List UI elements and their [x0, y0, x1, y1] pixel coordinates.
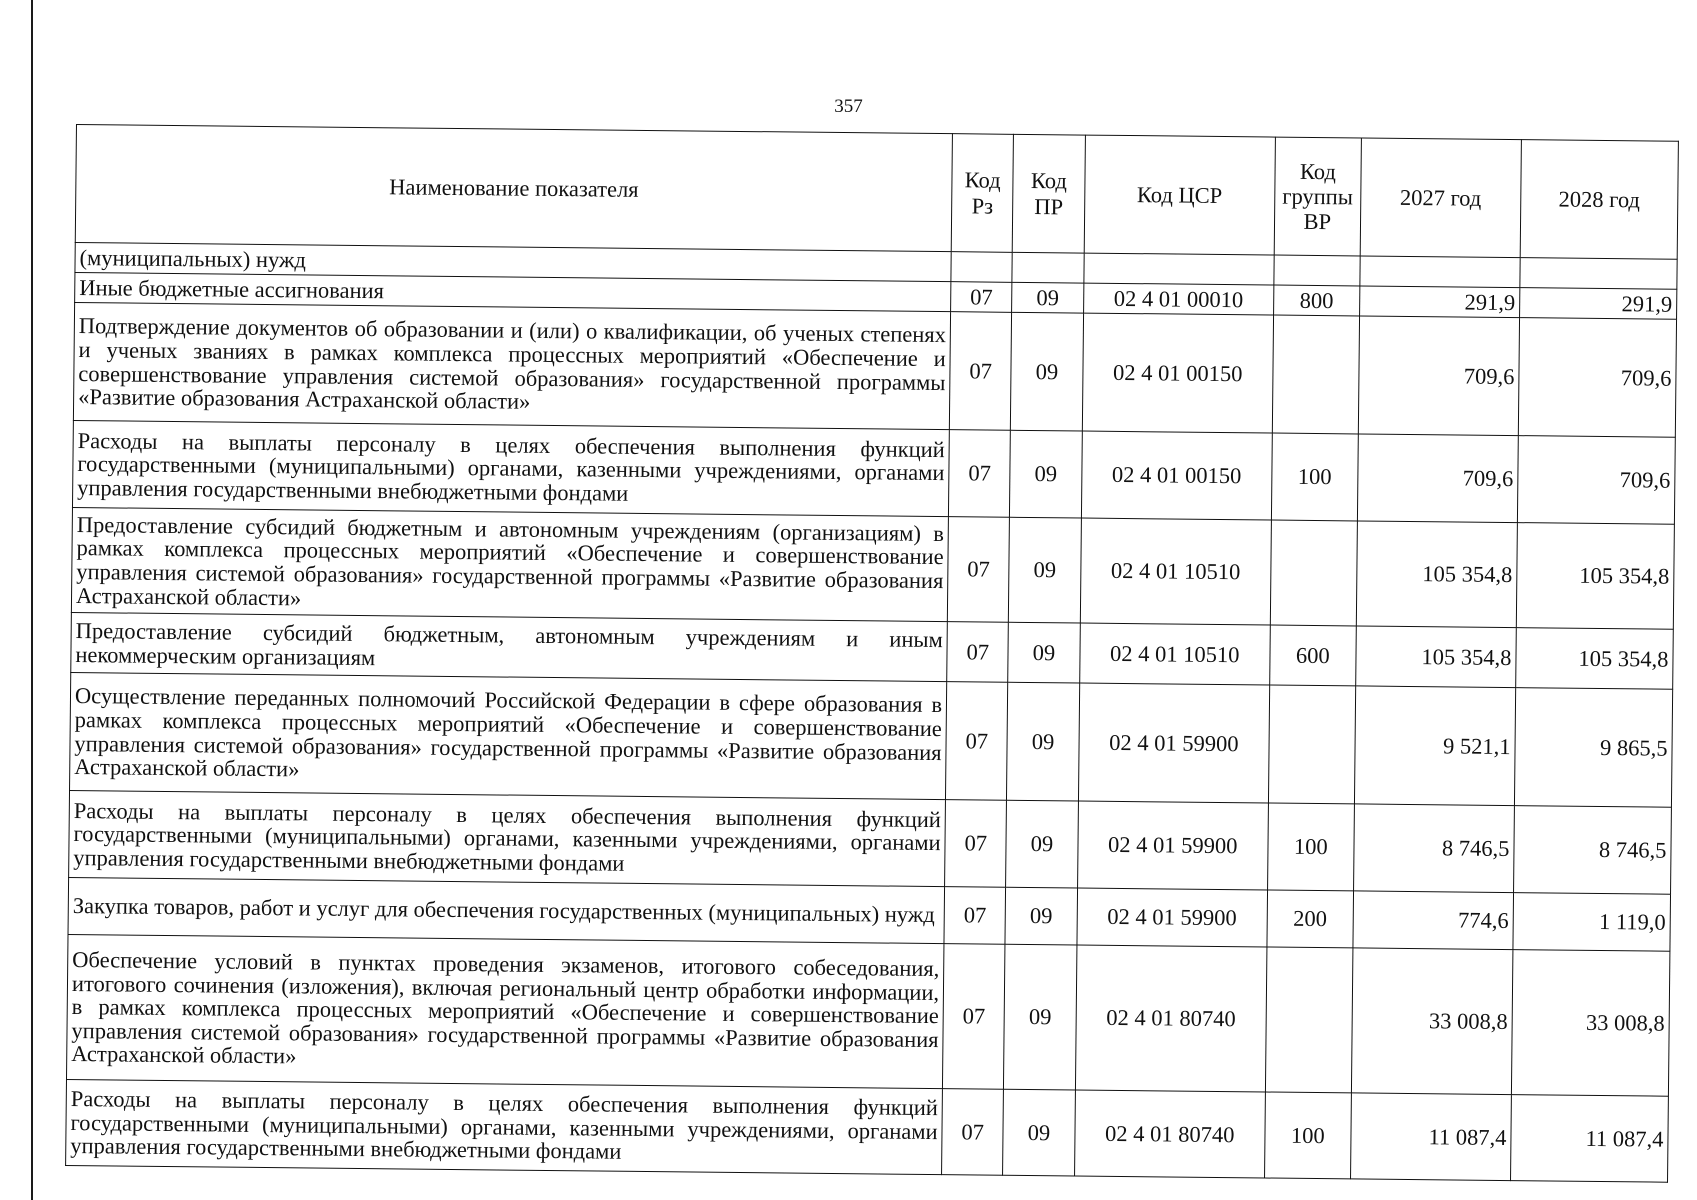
- row-csr: 02 4 01 80740: [1074, 1090, 1265, 1178]
- row-2027: 8 746,5: [1353, 804, 1514, 893]
- row-2028: 1 119,0: [1513, 893, 1671, 952]
- row-rz: 07: [951, 282, 1013, 313]
- row-2028: 291,9: [1520, 288, 1677, 320]
- row-2027: 709,6: [1357, 434, 1518, 523]
- row-name: (муниципальных) нужд: [75, 242, 951, 281]
- row-vr: 200: [1267, 890, 1353, 948]
- row-name: Осуществление переданных полномочий Российской Федерации в сфере образования в рамках комплекса процессных мероприятий «Обеспечение и совершенствование управления системой образования» государственной программы «Развитие образования Астраханской области»: [70, 672, 947, 799]
- row-rz: 07: [949, 312, 1011, 431]
- row-pr: 09: [1007, 682, 1079, 801]
- row-rz: [951, 252, 1013, 283]
- row-pr: 09: [1009, 517, 1081, 623]
- row-name: Обеспечение условий в пунктах проведения экзаменов, итогового собеседования, итогового сочинения (изложения), включая региональный центр обработки информации, в рамках комплекса процессных мероприятий «Обеспечение и совершенствование управления системой образования» государственной программы «Развитие образования Астраханской области»: [66, 934, 944, 1088]
- budget-table: [65, 124, 1679, 1183]
- row-vr: [1272, 315, 1359, 434]
- row-2027: 11 087,4: [1350, 1093, 1511, 1181]
- row-2028: 33 008,8: [1511, 950, 1670, 1097]
- table-row: [72, 420, 1675, 524]
- row-vr: [1265, 947, 1352, 1093]
- row-pr: 09: [1005, 887, 1077, 945]
- table-row: [66, 1079, 1669, 1182]
- header-vr: Код группы ВР: [1274, 137, 1361, 256]
- row-csr: 02 4 01 10510: [1080, 518, 1271, 625]
- row-2027: 105 354,8: [1355, 626, 1516, 688]
- table-row: [71, 507, 1674, 629]
- row-2027: 33 008,8: [1351, 948, 1513, 1095]
- row-csr: [1083, 253, 1274, 285]
- row-pr: 09: [1004, 944, 1077, 1090]
- row-csr: 02 4 01 59900: [1077, 888, 1268, 947]
- row-vr: 800: [1274, 285, 1360, 316]
- row-rz: 07: [949, 430, 1011, 518]
- page-edge-line: [31, 0, 33, 1200]
- row-vr: 100: [1267, 803, 1354, 891]
- header-pr: Код ПР: [1013, 134, 1085, 253]
- row-2027: 774,6: [1353, 891, 1514, 950]
- row-pr: 09: [1012, 282, 1084, 313]
- row-pr: [1012, 252, 1084, 283]
- row-rz: 07: [946, 682, 1008, 801]
- row-vr: [1268, 685, 1355, 804]
- table-row: [69, 790, 1672, 894]
- row-pr: 09: [1006, 800, 1078, 888]
- row-2028: 8 746,5: [1513, 806, 1671, 895]
- row-csr: 02 4 01 80740: [1075, 945, 1267, 1092]
- header-2027: 2027 год: [1360, 138, 1522, 258]
- row-2027: 709,6: [1358, 316, 1520, 436]
- row-pr: 09: [1010, 430, 1082, 518]
- header-2028: 2028 год: [1520, 140, 1678, 260]
- table-row: [66, 934, 1669, 1096]
- row-name: Расходы на выплаты персоналу в целях обеспечения выполнения функций государственными (муниципальными) органами, казенными учреждениями, органами управления государственными внебюджетными фондами: [66, 1079, 943, 1174]
- row-vr: 600: [1270, 625, 1356, 686]
- row-name: Закупка товаров, работ и услуг для обеспечения государственных (муниципальных) нужд: [68, 877, 945, 943]
- row-rz: 07: [943, 944, 1006, 1090]
- row-name: Предоставление субсидий бюджетным и автономным учреждениям (организациям) в рамках комплекса процессных мероприятий «Обеспечение и совершенствование управления системой образования» государственной программы «Развитие образования Астраханской области»: [71, 507, 948, 621]
- row-2028: 105 354,8: [1516, 628, 1674, 690]
- budget-table-sheet: [65, 124, 1679, 1183]
- row-csr: 02 4 01 00150: [1082, 313, 1274, 433]
- row-name: Расходы на выплаты персоналу в целях обеспечения выполнения функций государственными (муниципальными) органами, казенными учреждениями, органами управления государственными внебюджетными фондами: [69, 790, 946, 886]
- row-csr: 02 4 01 10510: [1079, 623, 1270, 685]
- row-2028: 709,6: [1517, 436, 1675, 525]
- table-header-row: [75, 125, 1678, 260]
- row-2028: 11 087,4: [1510, 1095, 1668, 1183]
- header-rz: Код Рз: [951, 134, 1013, 253]
- row-csr: 02 4 01 00010: [1083, 283, 1274, 315]
- row-rz: 07: [947, 517, 1009, 623]
- row-vr: 100: [1271, 433, 1358, 521]
- row-rz: 07: [945, 800, 1007, 888]
- row-name: Иные бюджетные ассигнования: [75, 272, 951, 311]
- table-row: [73, 302, 1676, 437]
- row-2028: 105 354,8: [1516, 523, 1674, 630]
- row-vr: [1270, 520, 1357, 626]
- header-csr: Код ЦСР: [1084, 135, 1276, 255]
- row-2027: 105 354,8: [1356, 521, 1517, 628]
- row-vr: 100: [1264, 1092, 1351, 1179]
- row-name: Подтверждение документов об образовании и (или) о квалификации, об ученых степенях и ученых званиях в рамках комплекса процессных мероприятий «Обеспечение и совершенствование управления системой образования» государственной программы «Развитие образования Астраханской области»: [73, 302, 950, 429]
- row-csr: 02 4 01 00150: [1081, 431, 1272, 520]
- row-vr: [1274, 255, 1360, 286]
- row-2028: 709,6: [1518, 318, 1676, 438]
- row-2028: [1520, 258, 1677, 290]
- header-name: Наименование показателя: [75, 125, 952, 252]
- row-rz: 07: [944, 887, 1006, 945]
- row-rz: 07: [947, 622, 1009, 683]
- row-pr: 09: [1011, 312, 1083, 431]
- row-2027: 291,9: [1359, 286, 1520, 318]
- row-csr: 02 4 01 59900: [1077, 801, 1268, 890]
- row-2027: [1360, 256, 1521, 288]
- row-csr: 02 4 01 59900: [1078, 683, 1270, 803]
- row-name: Предоставление субсидий бюджетным, автономным учреждениям и иным некоммерческим организациям: [71, 612, 948, 681]
- page-number: 357: [834, 96, 863, 117]
- row-pr: 09: [1003, 1089, 1075, 1176]
- row-2028: 9 865,5: [1514, 688, 1672, 808]
- row-name: Расходы на выплаты персоналу в целях обеспечения выполнения функций государственными (муниципальными) органами, казенными учреждениями, органами управления государственными внебюджетными фондами: [72, 420, 949, 516]
- row-2027: 9 521,1: [1354, 686, 1516, 806]
- row-pr: 09: [1008, 622, 1080, 683]
- row-rz: 07: [942, 1089, 1004, 1176]
- table-row: [70, 672, 1673, 807]
